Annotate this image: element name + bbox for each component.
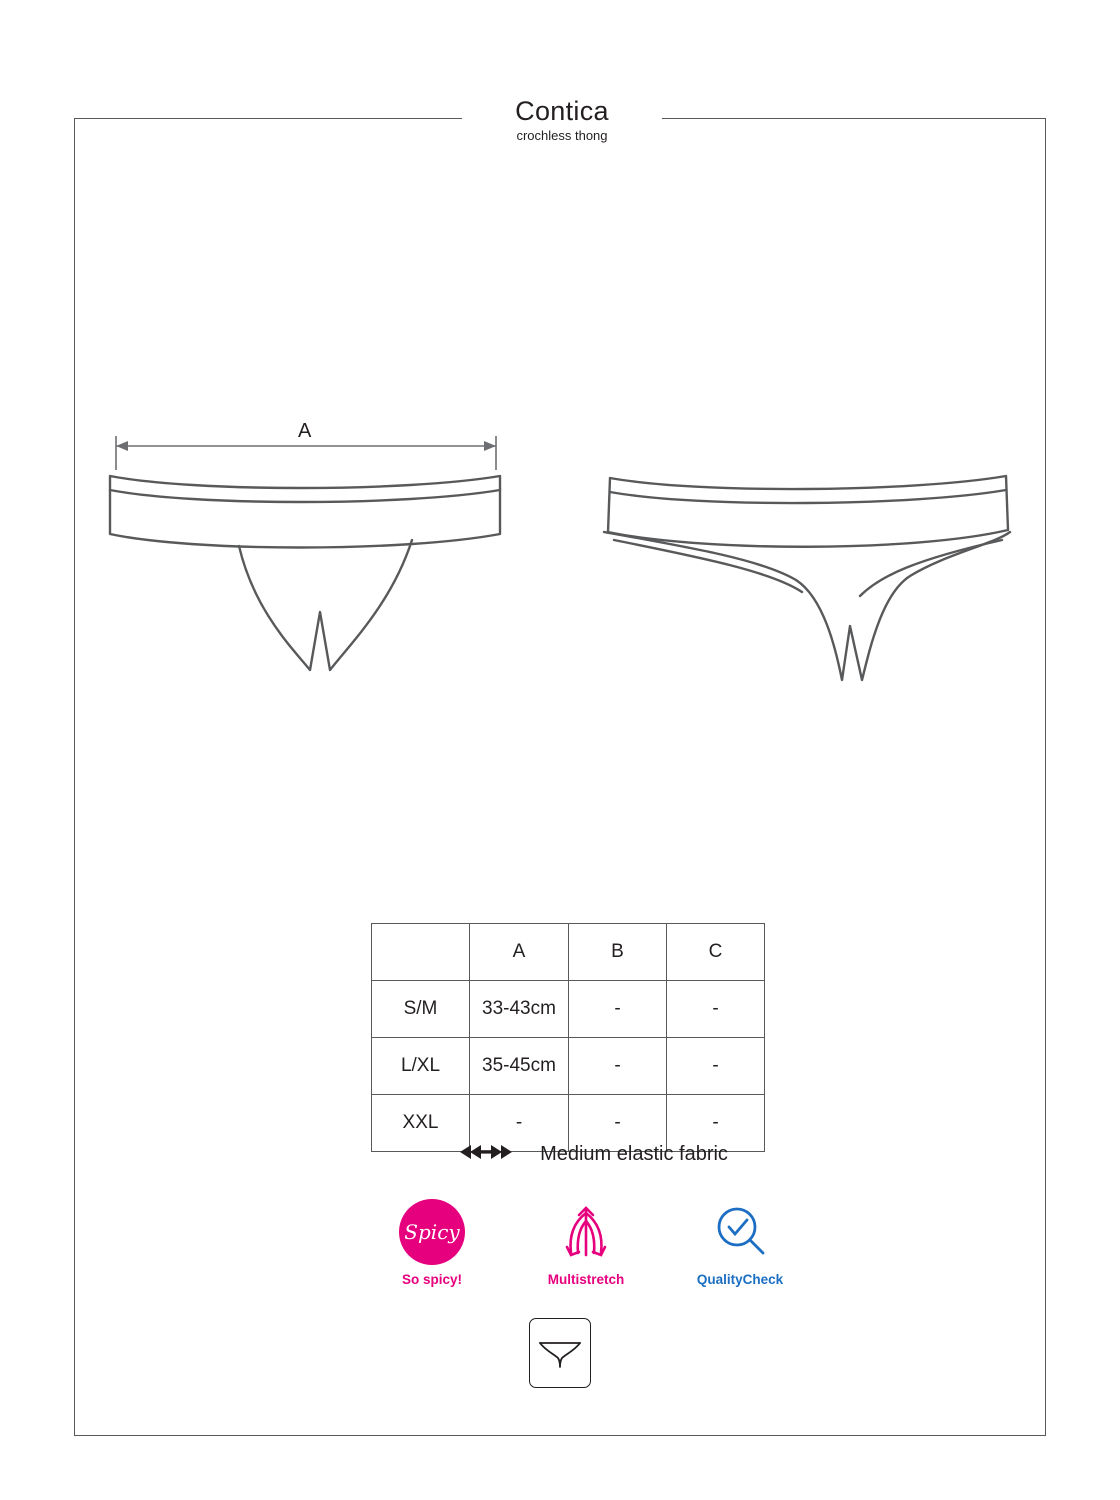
table-header-row (372, 924, 765, 981)
table-header-c: C (667, 924, 765, 981)
thong-back-technical-drawing (604, 476, 1010, 680)
table-header-b: B (569, 924, 667, 981)
badge-multistretch (531, 1198, 641, 1287)
badge-label-so-spicy: So spicy! (401, 1272, 463, 1287)
title-block (462, 95, 662, 165)
feature-badges (371, 1198, 801, 1287)
elastic-fabric-label: Medium elastic fabric (540, 1143, 728, 1165)
elastic-fabric-note (371, 1142, 801, 1167)
value-b: - (569, 1095, 667, 1152)
size-table (371, 923, 765, 1152)
table-row (372, 1038, 765, 1095)
thong-front-technical-drawing (110, 476, 500, 670)
technical-drawings (74, 380, 1046, 740)
badge-label-multistretch: Multistretch (547, 1272, 625, 1287)
double-arrow-icon (444, 1142, 528, 1167)
magnifier-check-icon (685, 1198, 795, 1266)
value-c: - (667, 1095, 765, 1152)
badge-so-spicy (377, 1198, 487, 1287)
badge-label-qualitycheck: QualityCheck (696, 1272, 784, 1287)
size-label: XXL (372, 1095, 470, 1152)
drawings-svg (74, 380, 1046, 740)
value-a: 33-43cm (470, 981, 569, 1038)
multistretch-icon (531, 1198, 641, 1266)
table-header-a: A (470, 924, 569, 981)
value-b: - (569, 981, 667, 1038)
thong-pictogram-icon (536, 1333, 584, 1373)
value-a: 35-45cm (470, 1038, 569, 1095)
table-row (372, 981, 765, 1038)
value-a: - (470, 1095, 569, 1152)
page-title: Contica (515, 96, 609, 126)
value-c: - (667, 1038, 765, 1095)
size-label: L/XL (372, 1038, 470, 1095)
size-label: S/M (372, 981, 470, 1038)
value-b: - (569, 1038, 667, 1095)
value-c: - (667, 981, 765, 1038)
thong-pictogram (529, 1318, 591, 1388)
badge-qualitycheck (685, 1198, 795, 1287)
table-header-empty (372, 924, 470, 981)
page-subtitle: crochless thong (516, 128, 608, 143)
dimension-label-a: A (298, 420, 312, 442)
spicy-circle-icon (377, 1198, 487, 1266)
spicy-mark-text: Spicy (399, 1199, 465, 1265)
